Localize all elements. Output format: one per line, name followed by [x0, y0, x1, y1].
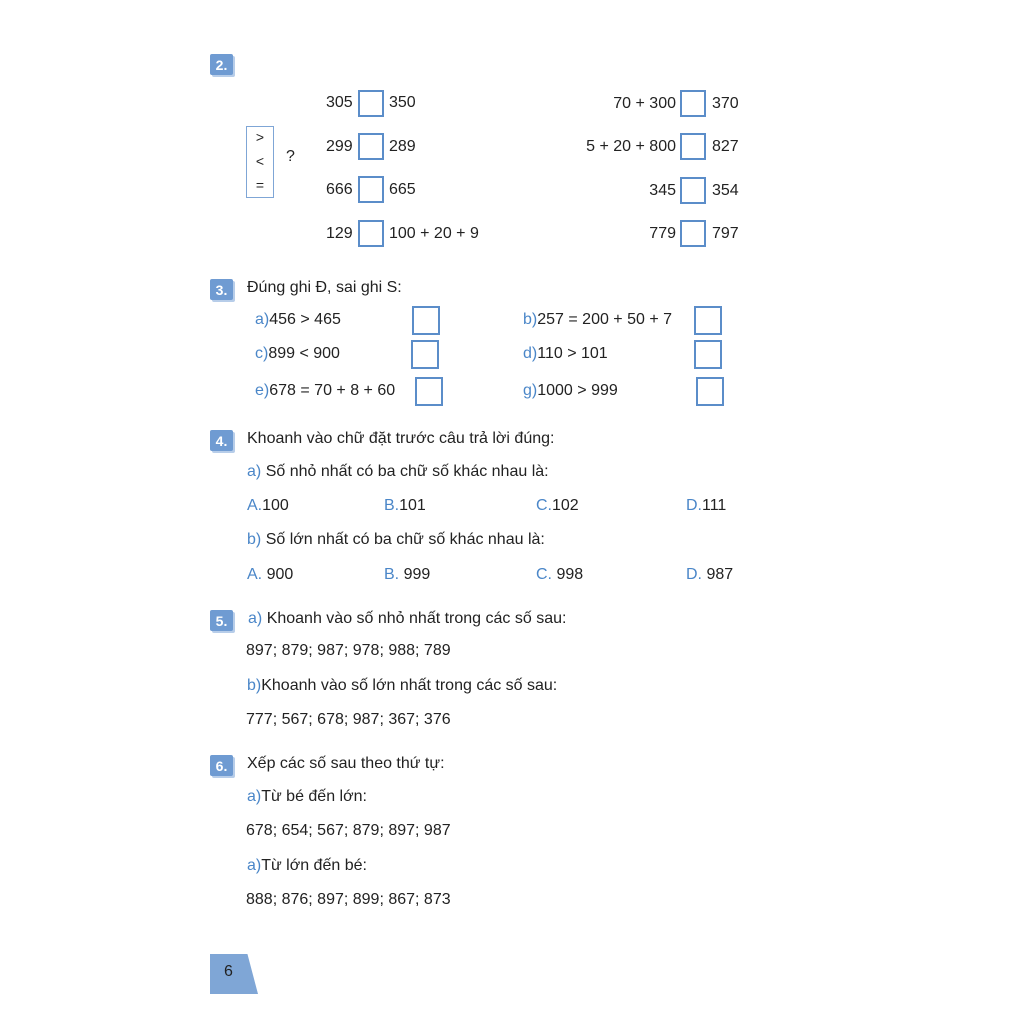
- exercise-6-badge: 6.: [210, 755, 233, 776]
- ex3-item-a-answer-box[interactable]: [412, 306, 440, 335]
- ex5-part-b-numbers: 777; 567; 678; 987; 367; 376: [246, 711, 451, 728]
- ex2-right-1-b: 370: [712, 95, 739, 112]
- exercise-5-badge: 5.: [210, 610, 233, 631]
- ex2-right-3-b: 354: [712, 182, 739, 199]
- ex3-item-a-label: a): [255, 311, 270, 328]
- ex2-right-1-answer-box[interactable]: [680, 90, 706, 117]
- ex2-right-1-a: 70 + 300: [613, 95, 676, 112]
- ex3-item-b-label: b): [523, 311, 538, 328]
- question-mark: ?: [286, 148, 295, 165]
- ex3-item-e: [255, 382, 395, 400]
- ex4-b-option-b-key: B.: [384, 566, 400, 583]
- ex3-item-e-answer-box[interactable]: [415, 377, 443, 406]
- ex3-item-d-answer-box[interactable]: [694, 340, 722, 369]
- ex5-part-b-text: Khoanh vào số lớn nhất trong các số sau:: [261, 677, 558, 694]
- ex3-item-g-answer-box[interactable]: [696, 377, 724, 406]
- ex2-left-2-b: 289: [389, 138, 416, 155]
- ex3-item-b: [523, 311, 672, 329]
- exercise-4-badge: 4.: [210, 430, 233, 451]
- ex4-b-option-a[interactable]: [247, 566, 293, 584]
- ex2-left-3-b: 665: [389, 181, 416, 198]
- ex4-b-option-c-value: 998: [556, 566, 584, 583]
- ex2-right-3-a: 345: [649, 182, 676, 199]
- sign-less: <: [255, 153, 265, 169]
- ex2-right-4-answer-box[interactable]: [680, 220, 706, 247]
- ex3-item-b-answer-box[interactable]: [694, 306, 722, 335]
- ex4-part-a-text: Số nhỏ nhất có ba chữ số khác nhau là:: [265, 463, 549, 480]
- comparison-signs-box: [246, 126, 274, 198]
- ex2-left-3-answer-box[interactable]: [358, 176, 384, 203]
- ex5-part-a-label: a): [248, 610, 263, 627]
- ex4-part-a-label: a): [247, 463, 262, 480]
- ex5-part-a-question: [248, 610, 566, 628]
- ex2-left-4-a: 129: [326, 225, 353, 242]
- ex2-left-2-a: 299: [326, 138, 353, 155]
- ex4-part-b-label: b): [247, 531, 262, 548]
- ex3-item-d: [523, 345, 608, 363]
- ex2-left-1-a: 305: [326, 94, 353, 111]
- ex3-item-c: [255, 345, 340, 363]
- ex4-part-b-question: [247, 531, 545, 549]
- ex6-part-b-question: [247, 857, 367, 875]
- ex3-item-a-text: 456 > 465: [269, 311, 341, 328]
- ex2-right-3-answer-box[interactable]: [680, 177, 706, 204]
- sign-equal: =: [255, 177, 265, 193]
- ex6-part-b-numbers: 888; 876; 897; 899; 867; 873: [246, 891, 451, 908]
- ex2-left-3-a: 666: [326, 181, 353, 198]
- ex3-item-d-label: d): [523, 345, 538, 362]
- ex3-item-c-label: c): [255, 345, 269, 362]
- ex2-right-2-a: 5 + 20 + 800: [586, 138, 676, 155]
- ex2-right-4-a: 779: [649, 225, 676, 242]
- ex4-part-a-question: [247, 463, 549, 481]
- ex4-a-option-b[interactable]: [384, 497, 426, 515]
- ex2-left-1-answer-box[interactable]: [358, 90, 384, 117]
- ex2-right-4-b: 797: [712, 225, 739, 242]
- ex6-part-b-label: a): [247, 857, 262, 874]
- ex2-left-4-answer-box[interactable]: [358, 220, 384, 247]
- ex4-b-option-d[interactable]: [686, 566, 733, 584]
- page-number: 6: [224, 963, 233, 980]
- ex6-part-a-question: [247, 788, 367, 806]
- ex3-item-e-label: e): [255, 382, 270, 399]
- ex4-a-option-a-key: A.: [247, 497, 263, 514]
- ex2-left-2-answer-box[interactable]: [358, 133, 384, 160]
- ex3-item-a: [255, 311, 341, 329]
- exercise-2-badge: 2.: [210, 54, 233, 75]
- ex4-b-option-b-value: 999: [403, 566, 431, 583]
- ex4-b-option-d-key: D.: [686, 566, 702, 583]
- ex5-part-b-label: b): [247, 677, 262, 694]
- ex6-part-a-text: Từ bé đến lớn:: [261, 788, 367, 805]
- ex4-part-b-text: Số lớn nhất có ba chữ số khác nhau là:: [265, 531, 545, 548]
- sign-greater: >: [255, 129, 265, 145]
- ex6-part-b-text: Từ lớn đến bé:: [261, 857, 367, 874]
- ex4-a-option-c-key: C.: [536, 497, 552, 514]
- ex4-b-option-c[interactable]: [536, 566, 583, 584]
- ex4-a-option-a[interactable]: [247, 497, 289, 515]
- ex2-left-1-b: 350: [389, 94, 416, 111]
- ex4-b-option-a-key: A.: [247, 566, 263, 583]
- ex3-item-c-text: 899 < 900: [268, 345, 340, 362]
- exercise-6-title: Xếp các số sau theo thứ tự:: [247, 755, 445, 772]
- ex2-right-2-b: 827: [712, 138, 739, 155]
- ex3-item-b-text: 257 = 200 + 50 + 7: [537, 311, 673, 328]
- page-number-tab: [210, 954, 258, 994]
- ex4-b-option-c-key: C.: [536, 566, 552, 583]
- ex4-a-option-b-value: 101: [399, 497, 426, 514]
- ex4-a-option-a-value: 100: [262, 497, 289, 514]
- ex5-part-a-numbers: 897; 879; 987; 978; 988; 789: [246, 642, 451, 659]
- ex4-b-option-a-value: 900: [266, 566, 294, 583]
- ex2-left-4-b: 100 + 20 + 9: [389, 225, 479, 242]
- ex3-item-e-text: 678 = 70 + 8 + 60: [269, 382, 396, 399]
- ex4-a-option-d-key: D.: [686, 497, 702, 514]
- exercise-3-title: Đúng ghi Đ, sai ghi S:: [247, 279, 402, 296]
- ex3-item-d-text: 110 > 101: [537, 345, 608, 362]
- ex4-b-option-b[interactable]: [384, 566, 430, 584]
- ex6-part-a-numbers: 678; 654; 567; 879; 897; 987: [246, 822, 451, 839]
- ex4-a-option-c[interactable]: [536, 497, 579, 515]
- ex3-item-g: [523, 382, 618, 400]
- ex4-a-option-b-key: B.: [384, 497, 400, 514]
- ex3-item-c-answer-box[interactable]: [411, 340, 439, 369]
- ex2-right-2-answer-box[interactable]: [680, 133, 706, 160]
- ex4-a-option-c-value: 102: [552, 497, 579, 514]
- ex4-a-option-d[interactable]: [686, 497, 726, 515]
- ex4-a-option-d-value: 111: [702, 497, 727, 514]
- exercise-3-badge: 3.: [210, 279, 233, 300]
- ex4-b-option-d-value: 987: [706, 566, 734, 583]
- exercise-4-title: Khoanh vào chữ đặt trước câu trả lời đúng:: [247, 430, 555, 447]
- ex3-item-g-label: g): [523, 382, 538, 399]
- ex5-part-a-text: Khoanh vào số nhỏ nhất trong các số sau:: [266, 610, 567, 627]
- ex5-part-b-question: [247, 677, 557, 695]
- ex6-part-a-label: a): [247, 788, 262, 805]
- ex3-item-g-text: 1000 > 999: [537, 382, 618, 399]
